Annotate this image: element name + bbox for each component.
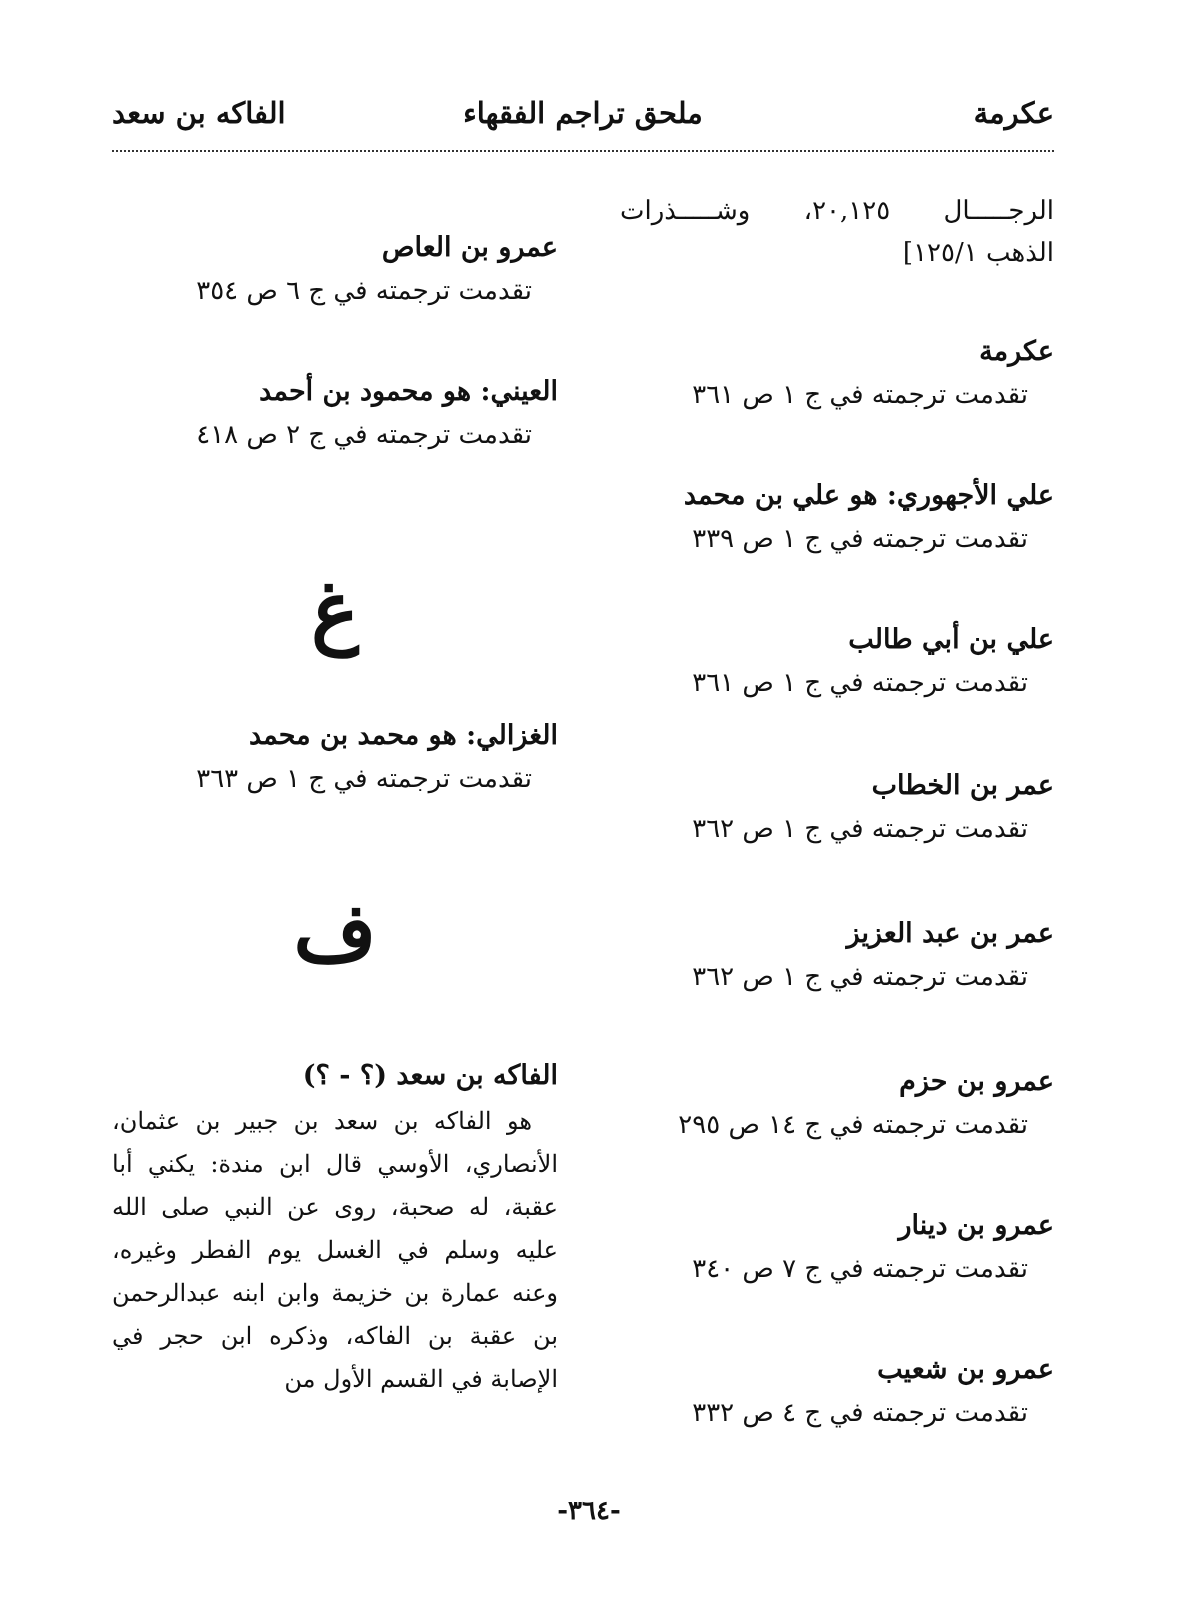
entry-reference: تقدمت ترجمته في ج ١ ص ٣٦٣ bbox=[196, 764, 532, 794]
entry-umar-ibn-al-khattab bbox=[620, 764, 1054, 850]
section-letter-ghain: غ bbox=[311, 563, 359, 657]
left-column bbox=[112, 182, 558, 1464]
entry-reference: تقدمت ترجمته في ج ١ ص ٣٦١ bbox=[692, 668, 1028, 698]
entry-name: عمرو بن حزم bbox=[899, 1066, 1054, 1097]
running-header bbox=[112, 96, 1054, 140]
header-center-title: ملحق تراجم الفقهاء bbox=[463, 96, 703, 130]
entry-reference: تقدمت ترجمته في ج ١ ص ٣٦٢ bbox=[692, 962, 1028, 992]
entry-name: عكرمة bbox=[979, 336, 1054, 367]
entry-name: العيني: هو محمود بن أحمد bbox=[259, 376, 558, 407]
entry-name: الغزالي: هو محمد بن محمد bbox=[248, 720, 558, 751]
entry-amr-ibn-al-as bbox=[112, 226, 558, 312]
continued-reference-text bbox=[620, 190, 1054, 274]
header-dotted-divider bbox=[112, 150, 1054, 152]
entry-ali-ibn-abi-talib bbox=[620, 618, 1054, 704]
entry-name: عمرو بن دينار bbox=[898, 1210, 1054, 1241]
header-left-title: الفاكه بن سعد bbox=[112, 96, 286, 130]
biography-title: الفاكه بن سعد (؟ - ؟) bbox=[302, 1060, 558, 1091]
entry-name: عمر بن الخطاب bbox=[871, 770, 1054, 801]
entry-name: عمرو بن العاص bbox=[381, 232, 558, 263]
entry-name: عمر بن عبد العزيز bbox=[846, 918, 1054, 949]
right-column bbox=[620, 182, 1054, 1464]
entry-reference: تقدمت ترجمته في ج ١٤ ص ٢٩٥ bbox=[678, 1110, 1028, 1140]
entry-reference: تقدمت ترجمته في ج ١ ص ٣٦٢ bbox=[692, 814, 1028, 844]
entry-reference: تقدمت ترجمته في ج ٧ ص ٣٤٠ bbox=[692, 1254, 1028, 1284]
continued-line-2: الذهب ١٢٥/١] bbox=[902, 238, 1054, 268]
entry-amr-ibn-shuayb bbox=[620, 1348, 1054, 1434]
biography-paragraph: هو الفاكه بن سعد بن جبير بن عثمان، الأنصاري، الأوسي قال ابن مندة: يكني أبا عقبة، له صحبة، روى عن النبي صلى الله عليه وسلم في الغسل يوم الفطر وغيره، وعنه عمارة بن خزيمة وابن ابنه عبدالرحمن بن عقبة بن الفاكه، وذكره ابن حجر في الإصابة في القسم الأول من bbox=[112, 1107, 558, 1393]
entry-reference: تقدمت ترجمته في ج ١ ص ٣٦١ bbox=[692, 380, 1028, 410]
entry-amr-ibn-dinar bbox=[620, 1204, 1054, 1290]
continued-line-1: الرجـــــال ٢٠,١٢٥، وشـــــذرات bbox=[620, 196, 1054, 226]
entry-al-ayni bbox=[112, 370, 558, 456]
entry-ikrima bbox=[620, 330, 1054, 416]
entry-reference: تقدمت ترجمته في ج ٢ ص ٤١٨ bbox=[196, 420, 532, 450]
entry-ali-al-ajhuri bbox=[620, 474, 1054, 560]
header-right-title: عكرمة bbox=[973, 96, 1054, 130]
entry-reference: تقدمت ترجمته في ج ٤ ص ٣٣٢ bbox=[692, 1398, 1028, 1428]
entry-reference: تقدمت ترجمته في ج ٦ ص ٣٥٤ bbox=[196, 276, 532, 306]
entry-amr-ibn-hazm bbox=[620, 1060, 1054, 1146]
entry-name: عمرو بن شعيب bbox=[877, 1354, 1054, 1385]
entry-al-ghazali bbox=[112, 714, 558, 800]
entry-name: علي بن أبي طالب bbox=[848, 624, 1054, 655]
entry-reference: تقدمت ترجمته في ج ١ ص ٣٣٩ bbox=[692, 524, 1028, 554]
section-letter-fa: ف bbox=[293, 885, 377, 979]
entry-umar-ibn-abd-al-aziz bbox=[620, 912, 1054, 998]
page-number: -٣٦٤- bbox=[557, 1496, 621, 1526]
entry-name: علي الأجهوري: هو علي بن محمد bbox=[683, 480, 1054, 511]
